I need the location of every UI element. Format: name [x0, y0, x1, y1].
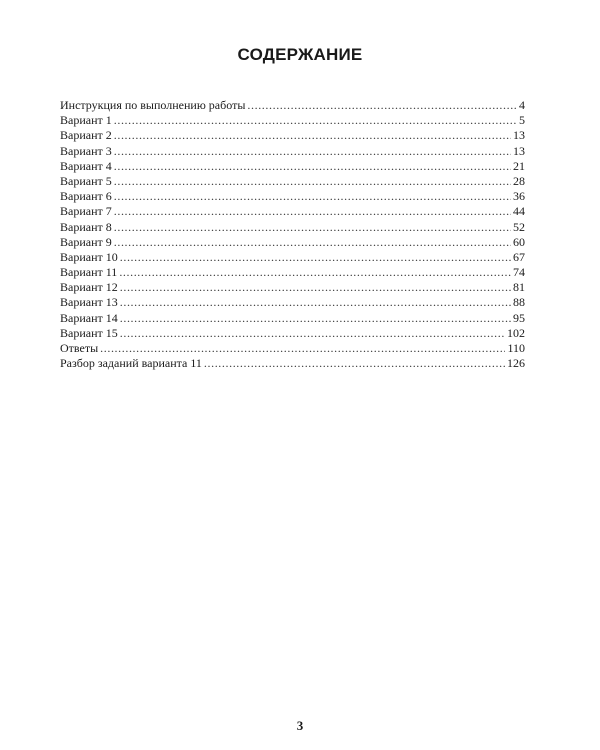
table-of-contents: [60, 98, 525, 371]
toc-entry: [60, 220, 525, 235]
toc-entry-page: 21: [513, 158, 525, 173]
toc-entry-label: Разбор заданий варианта 11: [60, 356, 202, 371]
toc-entry-label: Ответы: [60, 341, 99, 355]
toc-entry-label: Вариант 1: [60, 113, 112, 128]
toc-dot-leader: [114, 220, 511, 235]
toc-entry-page: 4: [519, 98, 525, 112]
toc-entry: [60, 174, 525, 189]
toc-dot-leader: [114, 174, 511, 189]
toc-entry-page: 88: [513, 295, 525, 310]
toc-dot-leader: [114, 189, 511, 204]
toc-dot-leader: [120, 280, 511, 295]
toc-entry: [60, 341, 525, 356]
toc-entry: [60, 128, 525, 143]
toc-entry-label: Вариант 13: [60, 295, 118, 310]
toc-entry-page: 44: [513, 204, 525, 219]
toc-entry-label: Вариант 4: [60, 158, 112, 173]
toc-entry-page: 13: [513, 128, 525, 143]
toc-dot-leader: [100, 341, 505, 356]
toc-entry-page: 95: [513, 310, 525, 325]
toc-entry: [60, 295, 525, 310]
toc-entry-label: Инструкция по выполнению работы: [60, 98, 246, 112]
toc-dot-leader: [114, 113, 517, 128]
toc-entry: [60, 144, 525, 159]
toc-entry-label: Вариант 9: [60, 234, 112, 249]
toc-dot-leader: [247, 98, 517, 113]
toc-entry-label: Вариант 8: [60, 219, 112, 234]
toc-entry: [60, 113, 525, 128]
toc-entry-label: Вариант 11: [60, 265, 118, 280]
toc-entry-label: Вариант 5: [60, 173, 112, 188]
toc-entry-label: Вариант 15: [60, 325, 118, 340]
toc-entry-page: 126: [507, 356, 525, 371]
toc-entry: [60, 204, 525, 219]
toc-entry-page: 67: [513, 249, 525, 264]
toc-entry-page: 36: [513, 189, 525, 204]
toc-dot-leader: [120, 311, 511, 326]
page-title: СОДЕРЖАНИЕ: [237, 45, 363, 64]
toc-entry-page: 52: [513, 219, 525, 234]
toc-entry: [60, 159, 525, 174]
toc-entry: [60, 250, 525, 265]
toc-entry: [60, 356, 525, 371]
toc-dot-leader: [120, 326, 505, 341]
toc-entry-page: 74: [513, 265, 525, 280]
toc-dot-leader: [120, 295, 511, 310]
page-number: 3: [296, 718, 304, 733]
toc-dot-leader: [114, 128, 511, 143]
toc-entry-label: Вариант 3: [60, 143, 112, 158]
toc-dot-leader: [114, 159, 511, 174]
toc-entry-page: 13: [513, 143, 525, 158]
toc-entry-label: Вариант 7: [60, 204, 112, 219]
toc-entry: [60, 235, 525, 250]
toc-entry: [60, 280, 525, 295]
toc-entry-page: 81: [513, 280, 525, 295]
toc-entry-page: 28: [513, 173, 525, 188]
toc-entry-label: Вариант 14: [60, 310, 118, 325]
toc-entry-page: 110: [507, 341, 525, 355]
toc-dot-leader: [119, 265, 511, 280]
toc-entry: [60, 265, 525, 280]
toc-entry-label: Вариант 10: [60, 249, 118, 264]
toc-dot-leader: [114, 235, 511, 250]
toc-dot-leader: [114, 144, 511, 159]
toc-dot-leader: [204, 356, 505, 371]
toc-dot-leader: [120, 250, 511, 265]
toc-entry-label: Вариант 12: [60, 280, 118, 295]
toc-entry-page: 60: [513, 234, 525, 249]
toc-entry-label: Вариант 6: [60, 189, 112, 204]
toc-entry-page: 102: [507, 325, 525, 340]
toc-entry: [60, 326, 525, 341]
toc-entry-label: Вариант 2: [60, 128, 112, 143]
toc-entry: [60, 98, 525, 113]
toc-entry: [60, 311, 525, 326]
toc-entry: [60, 189, 525, 204]
toc-entry-page: 5: [519, 113, 525, 128]
toc-dot-leader: [114, 204, 511, 219]
